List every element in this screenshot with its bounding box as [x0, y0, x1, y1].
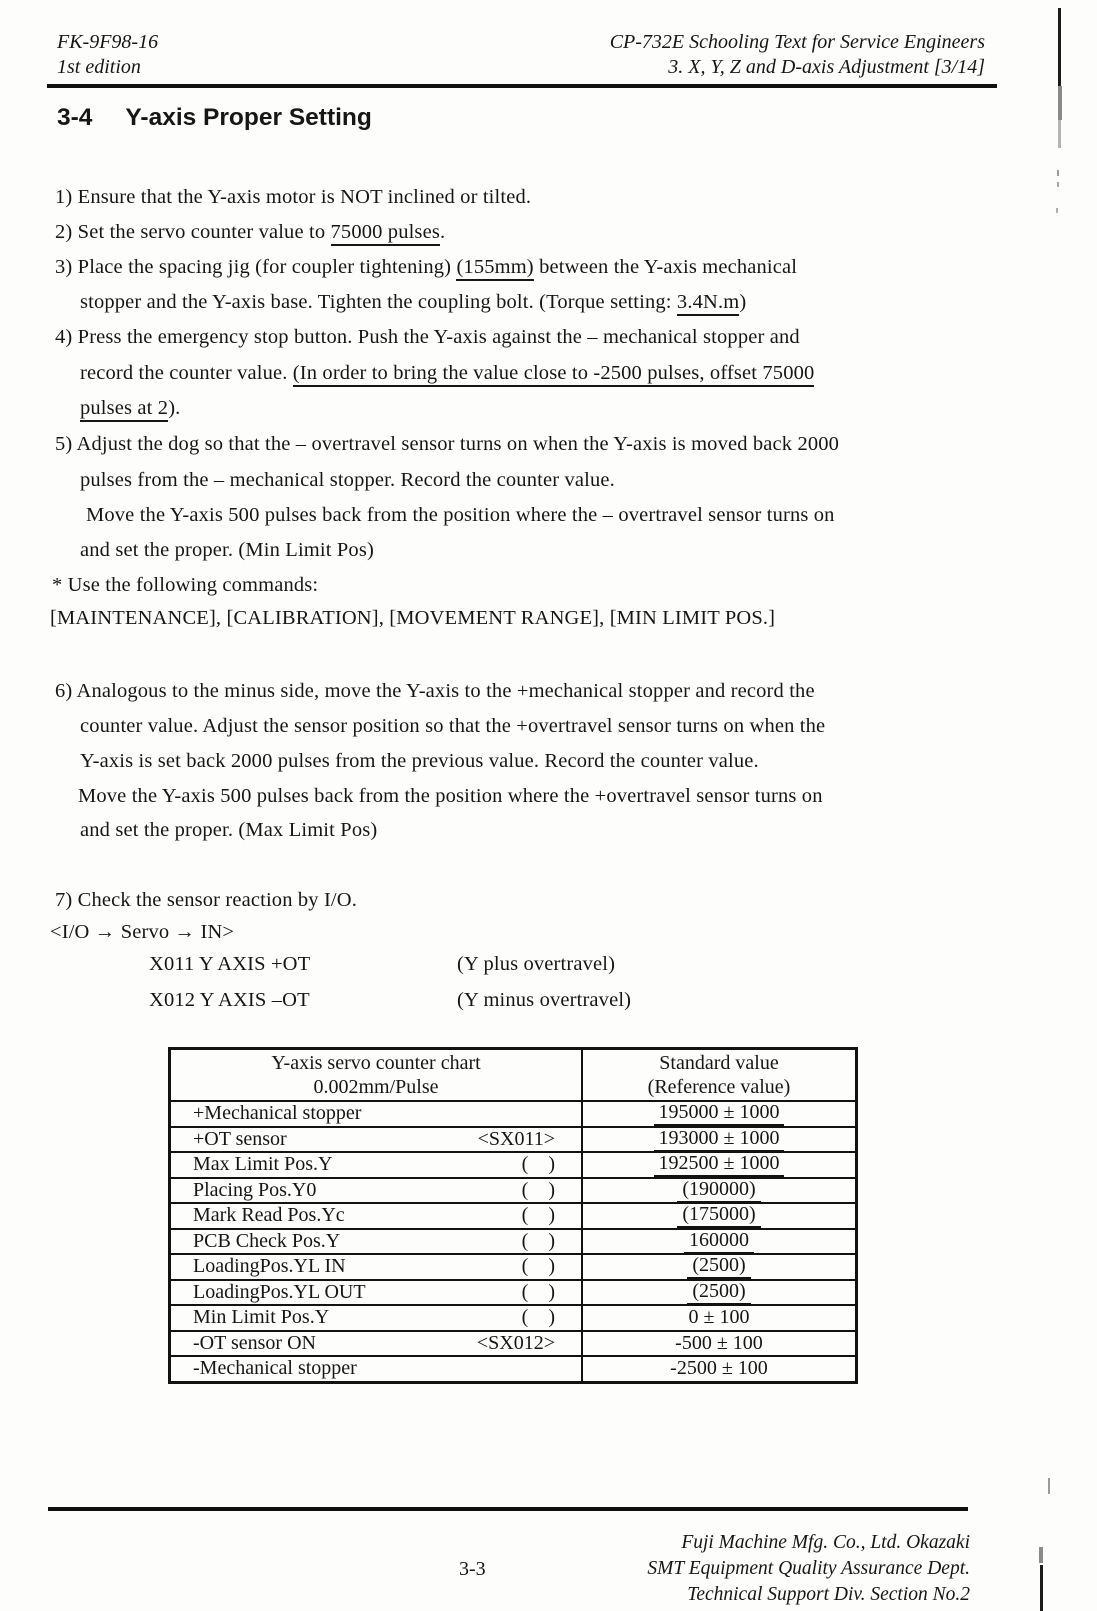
io-path-line: <I/O → Servo → IN> — [50, 921, 235, 943]
table-row: LoadingPos.YL IN ( ) (2500) — [171, 1255, 855, 1281]
table-row: Placing Pos.Y0 ( ) (190000) — [171, 1179, 855, 1205]
step-5-line-2: pulses from the – mechanical stopper. Record the counter value. — [80, 469, 615, 491]
scan-artifact — [1057, 170, 1059, 176]
table-row: +Mechanical stopper 195000 ± 1000 — [171, 1102, 855, 1128]
table-header-col1: Y-axis servo counter chart 0.002mm/Pulse — [171, 1050, 583, 1100]
step-6-line-3: Y-axis is set back 2000 pulses from the previous value. Record the counter value. — [80, 750, 759, 772]
header-right — [610, 30, 985, 80]
step-6-line-1: 6) Analogous to the minus side, move the Y-axis to the +mechanical stopper and record the — [55, 680, 815, 702]
footer-rule — [48, 1507, 968, 1511]
table-row: Max Limit Pos.Y ( ) 192500 ± 1000 — [171, 1153, 855, 1179]
scan-artifact — [1057, 182, 1059, 187]
table-row: -OT sensor ON <SX012> -500 ± 100 — [171, 1332, 855, 1358]
scan-artifact — [1058, 8, 1061, 86]
section-title: Y-axis Proper Setting — [125, 104, 372, 131]
step-6-line-2: counter value. Adjust the sensor position so that the +overtravel sensor turns on when the — [80, 715, 826, 737]
step-6-line-4: Move the Y-axis 500 pulses back from the position where the +overtravel sensor turns on — [78, 785, 823, 807]
table-header-row — [171, 1050, 855, 1102]
commands-note-line: * Use the following commands: — [52, 574, 319, 596]
table-header-col2: Standard value (Reference value) — [647, 1052, 791, 1098]
table-row: LoadingPos.YL OUT ( ) (2500) — [171, 1281, 855, 1307]
scan-artifact — [1048, 1478, 1050, 1494]
scan-artifact — [1058, 86, 1062, 120]
io-desc: (Y plus overtravel) — [457, 953, 616, 975]
header-rule — [47, 84, 997, 88]
step-4-line-1: 4) Press the emergency stop button. Push the Y-axis against the – mechanical stopper and — [55, 326, 800, 348]
section-number: 3-4 — [57, 104, 93, 131]
table-row: -Mechanical stopper -2500 ± 100 — [171, 1357, 855, 1381]
io-code: X011 Y AXIS +OT — [149, 953, 311, 975]
table-row: Min Limit Pos.Y ( ) 0 ± 100 — [171, 1306, 855, 1332]
scan-artifact — [1056, 208, 1058, 213]
scan-artifact — [1058, 120, 1061, 148]
step-5-line-3: Move the Y-axis 500 pulses back from the position where the – overtravel sensor turns on — [86, 504, 835, 526]
scan-artifact — [1040, 1565, 1043, 1611]
step-1-line: 1) Ensure that the Y-axis motor is NOT inclined or tilted. — [55, 186, 532, 208]
step-4-line-3: pulses at 2). — [80, 395, 180, 421]
step-2-line: 2) Set the servo counter value to 75000 pulses. — [55, 219, 445, 245]
footer-organization: Fuji Machine Mfg. Co., Ltd. Okazaki SMT Equipment Quality Assurance Dept. Technical Support Div. Section No.2 — [647, 1532, 970, 1605]
table-row: Mark Read Pos.Yc ( ) (175000) — [171, 1204, 855, 1230]
header-left — [57, 30, 158, 80]
step-7-line: 7) Check the sensor reaction by I/O. — [55, 889, 357, 911]
io-code: X012 Y AXIS –OT — [149, 989, 310, 1011]
io-desc: (Y minus overtravel) — [457, 989, 632, 1011]
commands-list-line: [MAINTENANCE], [CALIBRATION], [MOVEMENT RANGE], [MIN LIMIT POS.] — [50, 607, 776, 629]
step-3-line-1: 3) Place the spacing jig (for coupler tightening) (155mm) between the Y-axis mechanical — [55, 254, 797, 280]
step-4-line-2: record the counter value. (In order to bring the value close to -2500 pulses, offset 75000 — [80, 360, 814, 386]
step-6-line-5: and set the proper. (Max Limit Pos) — [80, 819, 378, 841]
section-heading — [57, 104, 372, 132]
doc-edition: 1st edition — [57, 56, 141, 78]
scan-artifact — [1039, 1547, 1043, 1563]
step-5-line-4: and set the proper. (Min Limit Pos) — [80, 539, 374, 561]
page-number: 3-3 — [459, 1558, 486, 1580]
step-3-line-2: stopper and the Y-axis base. Tighten the coupling bolt. (Torque setting: 3.4N.m) — [80, 289, 746, 315]
servo-counter-table — [168, 1047, 858, 1384]
doc-code: FK-9F98-16 — [57, 31, 159, 53]
doc-title: CP-732E Schooling Text for Service Engineers — [609, 31, 985, 53]
table-row: PCB Check Pos.Y ( ) 160000 — [171, 1230, 855, 1256]
table-row: +OT sensor <SX011> 193000 ± 1000 — [171, 1128, 855, 1154]
doc-chapter: 3. X, Y, Z and D-axis Adjustment [3/14] — [668, 56, 985, 78]
step-5-line-1: 5) Adjust the dog so that the – overtravel sensor turns on when the Y-axis is moved back 2000 — [55, 433, 840, 455]
